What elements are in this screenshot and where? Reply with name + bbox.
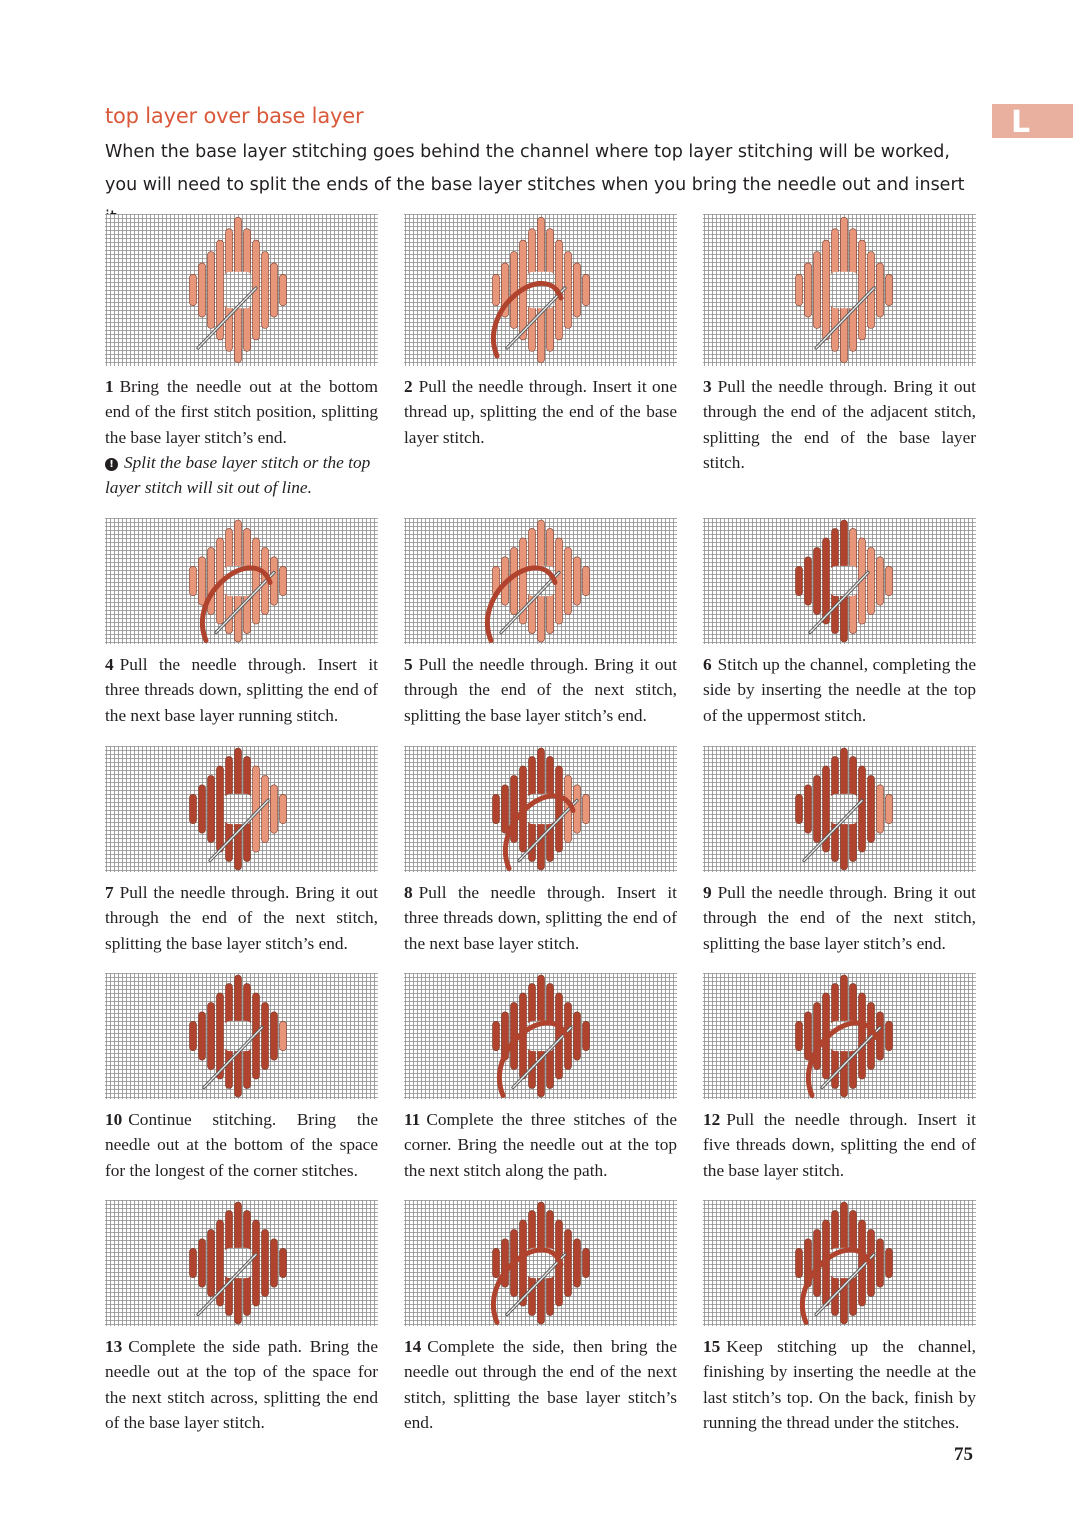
step-illustration <box>404 214 677 366</box>
step-illustration <box>105 518 378 644</box>
step-number: 6 <box>703 655 712 674</box>
step-text: Complete the side path. Bring the needle out at the top of the space for the next stitch across, splitting the end of the base layer stitch. <box>105 1337 378 1432</box>
step-illustration <box>703 746 976 872</box>
step-illustration <box>105 1200 378 1326</box>
step-caption <box>703 1334 976 1435</box>
step-illustration <box>703 973 976 1099</box>
step-illustration <box>703 214 976 366</box>
step-12 <box>703 973 976 1183</box>
warning-icon: ! <box>105 458 118 471</box>
step-text: Continue stitching. Bring the needle out at the bottom of the space for the longest of the corner stitches. <box>105 1110 378 1180</box>
step-number: 9 <box>703 883 712 902</box>
step-caption <box>404 374 677 450</box>
step-text: Pull the needle through. Bring it out through the end of the adjacent stitch, splitting the end of the base layer stitch. <box>703 377 976 472</box>
note-text: Split the base layer stitch or the top layer stitch will sit out of line. <box>105 452 371 498</box>
step-text: Pull the needle through. Insert it three threads down, splitting the end of the next base layer stitch. <box>404 883 677 953</box>
step-10 <box>105 973 378 1183</box>
step-7 <box>105 746 378 956</box>
step-number: 1 <box>105 377 114 396</box>
step-number: 8 <box>404 883 413 902</box>
step-text: Bring the needle out at the bottom end of the first stitch position, splitting the base layer stitch’s end. <box>105 377 378 447</box>
step-illustration <box>105 973 378 1099</box>
step-illustration <box>404 746 677 872</box>
step-3 <box>703 214 976 475</box>
step-number: 5 <box>404 655 413 674</box>
step-13 <box>105 1200 378 1435</box>
step-caption <box>703 1107 976 1183</box>
step-illustration <box>703 1200 976 1326</box>
step-number: 4 <box>105 655 114 674</box>
step-text: Pull the needle through. Insert it five threads down, splitting the end of the base layer stitch. <box>703 1110 976 1180</box>
page-number: 75 <box>954 1444 973 1465</box>
step-caption <box>105 374 378 450</box>
step-illustration <box>105 746 378 872</box>
step-illustration <box>404 518 677 644</box>
step-text: Stitch up the channel, completing the side by inserting the needle at the top of the uppermost stitch. <box>703 655 976 725</box>
step-illustration <box>404 973 677 1099</box>
step-illustration <box>105 214 378 366</box>
step-text: Pull the needle through. Insert it one thread up, splitting the end of the base layer stitch. <box>404 377 677 447</box>
step-caption <box>703 880 976 956</box>
step-caption <box>703 374 976 475</box>
step-number: 12 <box>703 1110 721 1129</box>
step-text: Keep stitching up the channel, finishing by inserting the needle at the last stitch’s top. On the back, finish by running the thread under the stitches. <box>703 1337 976 1432</box>
step-14 <box>404 1200 677 1435</box>
step-number: 7 <box>105 883 114 902</box>
step-caption <box>703 652 976 728</box>
step-number: 15 <box>703 1337 721 1356</box>
step-caption <box>404 1107 677 1183</box>
step-1 <box>105 214 378 500</box>
step-11 <box>404 973 677 1183</box>
step-5 <box>404 518 677 728</box>
step-caption <box>404 652 677 728</box>
step-note <box>105 450 378 501</box>
step-number: 14 <box>404 1337 422 1356</box>
step-caption <box>105 1334 378 1435</box>
step-number: 11 <box>404 1110 421 1129</box>
intro-paragraph: When the base layer stitching goes behind the channel where top layer stitching will be worked, you will need to split the ends of the base layer stitches when you bring the needle out and insert <box>105 142 965 195</box>
step-9 <box>703 746 976 956</box>
step-text: Pull the needle through. Insert it three threads down, splitting the end of the next base layer running stitch. <box>105 655 378 725</box>
section-heading: top layer over base layer <box>105 104 364 128</box>
step-8 <box>404 746 677 956</box>
step-caption <box>404 1334 677 1435</box>
step-number: 10 <box>105 1110 123 1129</box>
step-text: Pull the needle through. Bring it out through the end of the next stitch, splitting the base layer stitch’s end. <box>703 883 976 953</box>
step-caption <box>404 880 677 956</box>
step-illustration <box>703 518 976 644</box>
step-number: 13 <box>105 1337 123 1356</box>
step-4 <box>105 518 378 728</box>
step-text: Complete the three stitches of the corner. Bring the needle out at the top the next stitch along the path. <box>404 1110 677 1180</box>
step-text: Pull the needle through. Bring it out through the end of the next stitch, splitting the base layer stitch’s end. <box>105 883 378 953</box>
step-text: Complete the side, then bring the needle out through the end of the next stitch, splitting the base layer stitch’s end. <box>404 1337 677 1432</box>
step-text: Pull the needle through. Bring it out through the end of the next stitch, splitting the base layer stitch’s end. <box>404 655 677 725</box>
chapter-tab: L <box>992 104 1073 138</box>
step-illustration <box>404 1200 677 1326</box>
step-15 <box>703 1200 976 1435</box>
step-number: 2 <box>404 377 413 396</box>
step-2 <box>404 214 677 450</box>
step-caption <box>105 1107 378 1183</box>
step-number: 3 <box>703 377 712 396</box>
step-6 <box>703 518 976 728</box>
step-caption <box>105 652 378 728</box>
step-caption <box>105 880 378 956</box>
